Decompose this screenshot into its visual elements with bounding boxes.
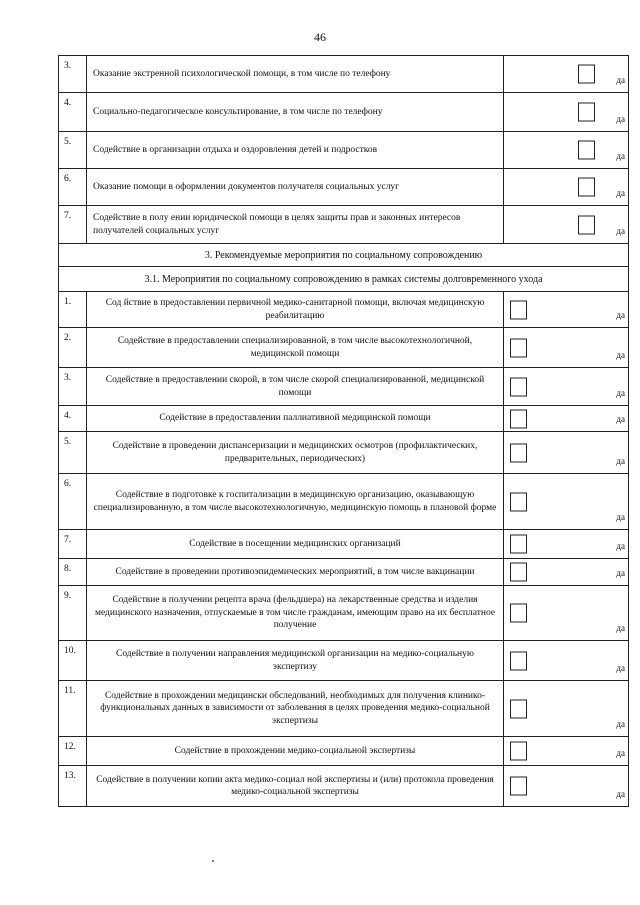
section-3-1-title: 3.1. Мероприятия по социальному сопровождению в рамках системы долговременного ухода: [59, 267, 629, 292]
table-row: [59, 56, 629, 93]
table-row: [59, 530, 629, 559]
answer-label: да: [616, 188, 625, 199]
checkbox[interactable]: [510, 409, 527, 428]
answer-cell: [504, 406, 629, 432]
answer-cell: [504, 56, 629, 93]
answer-cell: [504, 641, 629, 681]
row-number: 6.: [59, 474, 87, 530]
answer-label: да: [616, 541, 625, 552]
checkbox[interactable]: [510, 563, 527, 582]
row-number: 3.: [59, 56, 87, 93]
row-number: 4.: [59, 93, 87, 132]
answer-cell: [504, 737, 629, 766]
row-text: Содействие в предоставлении скорой, в том числе скорой специализированной, медицинской помощи: [87, 368, 504, 406]
answer-label: да: [616, 414, 625, 425]
table-row: [59, 406, 629, 432]
answer-label: да: [616, 226, 625, 237]
checkbox[interactable]: [578, 65, 595, 84]
row-number: 5.: [59, 432, 87, 474]
row-number: 7.: [59, 206, 87, 244]
checkbox[interactable]: [510, 742, 527, 761]
table-row: [59, 169, 629, 206]
answer-cell: [504, 292, 629, 328]
table-row: [59, 432, 629, 474]
answer-cell: [504, 169, 629, 206]
answer-label: да: [616, 748, 625, 759]
subsection-header-row: [59, 267, 629, 292]
answer-label: да: [616, 789, 625, 800]
checkbox[interactable]: [578, 103, 595, 122]
row-text: Содействие в предоставлении специализированной, в том числе высокотехнологичной, медицинской помощи: [87, 328, 504, 368]
social-support-table: [58, 55, 629, 807]
table-row: [59, 559, 629, 586]
table-row: [59, 132, 629, 169]
table-row: [59, 641, 629, 681]
scan-speck: [212, 860, 214, 862]
checkbox[interactable]: [578, 141, 595, 160]
section-header-row: [59, 244, 629, 267]
answer-cell: [504, 559, 629, 586]
table-row: [59, 292, 629, 328]
answer-cell: [504, 432, 629, 474]
checkbox[interactable]: [510, 338, 527, 357]
row-text: Содействие в подготовке к госпитализации в медицинскую организацию, оказывающую специализированную, в том числе высокотехнологичную, медицинскую помощь в плановой форме: [87, 474, 504, 530]
checkbox[interactable]: [510, 443, 527, 462]
answer-cell: [504, 368, 629, 406]
answer-cell: [504, 206, 629, 244]
row-text: Оказание помощи в оформлении документов получателя социальных услуг: [87, 169, 504, 206]
row-number: 3.: [59, 368, 87, 406]
answer-label: да: [616, 350, 625, 361]
table-row: [59, 328, 629, 368]
row-number: 5.: [59, 132, 87, 169]
checkbox[interactable]: [510, 651, 527, 670]
answer-cell: [504, 586, 629, 641]
checkbox[interactable]: [510, 492, 527, 511]
row-number: 8.: [59, 559, 87, 586]
checkbox[interactable]: [510, 604, 527, 623]
row-text: Содействие в получении рецепта врача (фельдшера) на лекарственные средства и изделия медицинского назначения, отпускаемые в том числе гражданам, имеющим право на их бесплатное получение: [87, 586, 504, 641]
checkbox[interactable]: [578, 178, 595, 197]
checkbox[interactable]: [510, 300, 527, 319]
row-text: Содействие в проведении диспансеризации и медицинских осмотров (профилактических, предварительных, периодических): [87, 432, 504, 474]
page-number: 46: [314, 30, 326, 44]
answer-cell: [504, 132, 629, 169]
table-row: [59, 681, 629, 737]
checkbox[interactable]: [510, 777, 527, 796]
row-text: Содействие в прохождении медицински обследований, необходимых для получения клинико-функциональных данных в зависимости от заболевания в целях проведения медико-социальной экспертизы: [87, 681, 504, 737]
answer-label: да: [616, 310, 625, 321]
row-number: 9.: [59, 586, 87, 641]
answer-label: да: [616, 568, 625, 579]
row-text: Содействие в полу ении юридической помощи в целях защиты прав и законных интересов получателей социальных услуг: [87, 206, 504, 244]
checkbox[interactable]: [578, 215, 595, 234]
checkbox[interactable]: [510, 535, 527, 554]
table-row: [59, 737, 629, 766]
answer-label: да: [616, 151, 625, 162]
row-text: Содействие в получении направления медицинской организации на медико-социальную экспертизу: [87, 641, 504, 681]
row-number: 13.: [59, 766, 87, 807]
row-number: 11.: [59, 681, 87, 737]
answer-cell: [504, 328, 629, 368]
answer-label: да: [616, 663, 625, 674]
row-text: Содействие в посещении медицинских организаций: [87, 530, 504, 559]
table-row: [59, 368, 629, 406]
answer-label: да: [616, 512, 625, 523]
row-text: Содействие в проведении противоэпидемических мероприятий, в том числе вакцинации: [87, 559, 504, 586]
row-number: 7.: [59, 530, 87, 559]
table-row: [59, 766, 629, 807]
checkbox[interactable]: [510, 699, 527, 718]
answer-label: да: [616, 388, 625, 399]
row-number: 2.: [59, 328, 87, 368]
answer-label: да: [616, 719, 625, 730]
row-text: Оказание экстренной психологической помощи, в том числе по телефону: [87, 56, 504, 93]
table-row: [59, 474, 629, 530]
section-3-title: 3. Рекомендуемые мероприятия по социальному сопровождению: [59, 244, 629, 267]
row-text: Содействие в прохождении медико-социальной экспертизы: [87, 737, 504, 766]
table-row: [59, 586, 629, 641]
row-number: 10.: [59, 641, 87, 681]
row-number: 6.: [59, 169, 87, 206]
row-number: 4.: [59, 406, 87, 432]
row-number: 12.: [59, 737, 87, 766]
answer-label: да: [616, 114, 625, 125]
answer-label: да: [616, 75, 625, 86]
answer-cell: [504, 766, 629, 807]
row-text: Содействие в организации отдыха и оздоровления детей и подростков: [87, 132, 504, 169]
checkbox[interactable]: [510, 377, 527, 396]
table-row: [59, 93, 629, 132]
answer-cell: [504, 93, 629, 132]
answer-label: да: [616, 623, 625, 634]
answer-cell: [504, 530, 629, 559]
answer-cell: [504, 681, 629, 737]
answer-cell: [504, 474, 629, 530]
answer-label: да: [616, 456, 625, 467]
row-text: Сод йствие в предоставлении первичной медико-санитарной помощи, включая медицинскую реабилитацию: [87, 292, 504, 328]
row-text: Социально-педагогическое консультирование, в том числе по телефону: [87, 93, 504, 132]
table-row: [59, 206, 629, 244]
row-text: Содействие в предоставлении паллиативной медицинской помощи: [87, 406, 504, 432]
row-text: Содействие в получении копии акта медико-социал ной экспертизы и (или) протокола проведения медико-социальной экспертизы: [87, 766, 504, 807]
row-number: 1.: [59, 292, 87, 328]
